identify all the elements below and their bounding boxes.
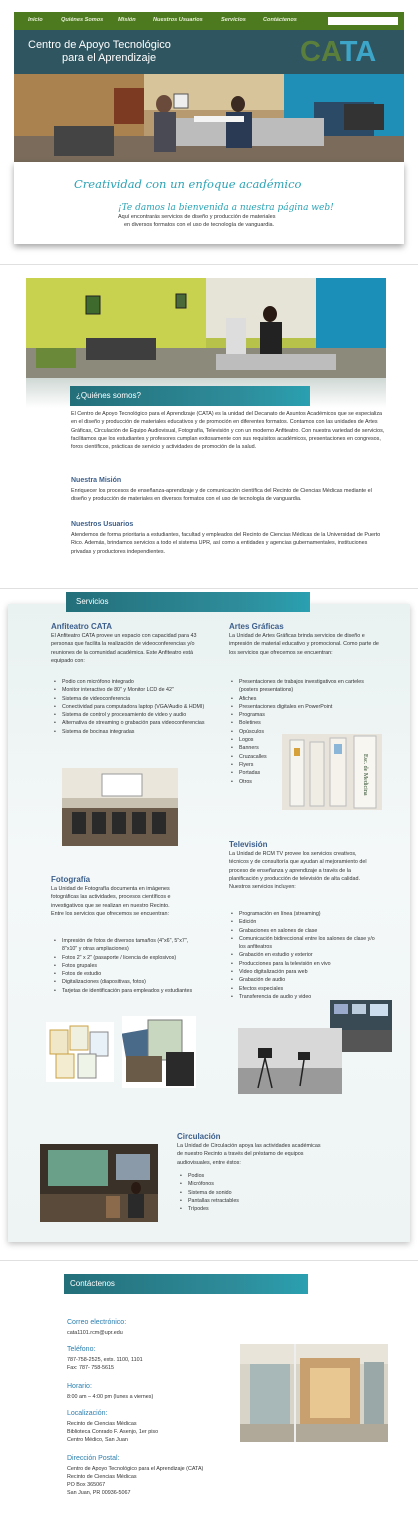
list-item: • Grabación en estudio y exterior	[231, 951, 381, 959]
about-section	[24, 276, 392, 572]
circulacion-body: La Unidad de Circulación apoya las actividades académicas de nuestro Recinto a través del préstamo de equipos audiovisuales, entre éstos:	[177, 1143, 321, 1166]
services-heading-bar	[66, 592, 310, 612]
services-section	[8, 597, 410, 1242]
anfiteatro-photo	[62, 768, 178, 846]
list-item: • Monitor interactivo de 80" y Monitor LCD de 42"	[54, 686, 214, 694]
divider	[0, 264, 418, 265]
welcome-line2: en diversos formatos con el uso de tecnología de vanguardia.	[124, 222, 275, 228]
postal-line4: San Juan, PR 00936-5067	[67, 1490, 131, 1496]
tagline: Creatividad con un enfoque académico	[74, 177, 302, 191]
circulacion-photo	[40, 1144, 158, 1222]
fax-value: Fax: 787- 758-5615	[67, 1365, 115, 1371]
list-item: • Producciones para la televisión en vivo	[231, 960, 381, 968]
list-item: • Digitalizaciones (diapositivas, fotos)	[54, 978, 204, 986]
list-item: • Tarjetas de identificación para empleados y estudiantes	[54, 987, 204, 995]
email-label: Correo electrónico:	[67, 1319, 127, 1326]
list-item: • Transferencia de audio y video	[231, 993, 381, 1001]
list-item: • Portadas	[231, 769, 381, 777]
divider	[0, 1260, 418, 1261]
list-item: • Sistema de bocinas integradas	[54, 728, 214, 736]
list-item: • Grabación de audio	[231, 976, 381, 984]
television-body: La Unidad de RCM TV provee los servicios creativos, técnicos y de consultoría que ayudan al mejoramiento del proceso de enseñanza y aprendizaje a través de la planificación y producción de televisión de alta calidad. Nuestros servicios incluyen:	[229, 851, 367, 891]
list-item: • Logos	[231, 736, 381, 744]
nav-item-servicios[interactable]: Servicios	[221, 17, 246, 23]
welcome-line1: Aquí encontrarás servicios de diseño y producción de materiales	[118, 214, 276, 220]
site-header	[14, 30, 404, 74]
anfiteatro-list	[54, 678, 214, 736]
anfiteatro-body: El Anfiteatro CATA provee un espacio con capacidad para 43 personas que facilita la realización de videoconferencias y/o reuniones de la comunidad académica. Este Anfiteatro está equipado con:	[51, 633, 197, 664]
list-item: • Flyers	[231, 761, 381, 769]
postal-line2: Recinto de Ciencias Médicas	[67, 1474, 137, 1480]
list-item: • Video digitalización para web	[231, 968, 381, 976]
divider	[0, 588, 418, 589]
postal-line1: Centro de Apoyo Tecnológico para el Aprendizaje (CATA)	[67, 1466, 204, 1472]
list-item: • Grabaciones en salones de clase	[231, 927, 381, 935]
mission-body: Enriquecer los procesos de enseñanza-aprendizaje y de comunicación científica del Recinto de Ciencias Médicas mediante el diseño y producción de materiales en diversos formatos con el uso de tecnología de vanguardia.	[71, 488, 372, 503]
list-item: • Micrófonos	[180, 1180, 300, 1188]
list-item: • Fotos 2" x 2" (pasaporte / licencia de explosivos)	[54, 954, 204, 962]
hero-photo	[14, 74, 404, 162]
fotografia-title: Fotografía	[51, 875, 91, 884]
welcome-card	[14, 162, 404, 244]
list-item: • Banners	[231, 744, 381, 752]
list-item: • Conectividad para computadora laptop (VGA/Audio & HDMI)	[54, 703, 214, 711]
list-item: • Sistema de videoconferencia	[54, 695, 214, 703]
list-item: • Sistema de sonido	[180, 1189, 300, 1197]
list-item: • Otros	[231, 778, 381, 786]
list-item: • Impresión de fotos de diversos tamaños (4"x6", 5"x7", 8"x10" y otras ampliaciones)	[54, 937, 204, 954]
contact-heading: Contáctenos	[70, 1279, 115, 1288]
list-item: • Boletines	[231, 719, 381, 727]
location-line1: Recinto de Ciencias Médicas	[67, 1421, 137, 1427]
location-line2: Biblioteca Conrado F. Asenjo, 1er piso	[67, 1429, 159, 1435]
fotografia-body: La Unidad de Fotografía documenta en imágenes fotográficas las actividades, procesos científicos e investigativos que se realizan en nuestro Recinto. Entre los servicios que ofrecemos se encuentran:	[51, 886, 171, 917]
nav-item-inicio[interactable]: Inicio	[28, 17, 43, 23]
list-item: • Cruzacalles	[231, 753, 381, 761]
building-photo	[240, 1344, 388, 1442]
list-item: • Efectos especiales	[231, 985, 381, 993]
hours-value: 8:00 am – 4:00 pm (lunes a viernes)	[67, 1394, 154, 1400]
location-line3: Centro Médico, San Juan	[67, 1437, 128, 1443]
mission-heading: Nuestra Misión	[71, 477, 122, 484]
email-value[interactable]: cata1101.rcm@upr.edu	[67, 1330, 123, 1336]
header-title-line2: para el Aprendizaje	[62, 52, 157, 64]
list-item: • Podio con micrófono integrado	[54, 678, 214, 686]
television-title: Televisión	[229, 840, 268, 849]
header-title-line1: Centro de Apoyo Tecnológico	[28, 39, 171, 51]
list-item: • Edición	[231, 918, 381, 926]
list-item: • Pantallas retractables	[180, 1197, 300, 1205]
artes-banner-text: Esc. de Medicina	[362, 754, 368, 796]
television-list	[231, 910, 381, 1001]
television-photo-studio	[238, 1028, 342, 1094]
list-item: • Programas	[231, 711, 381, 719]
list-item: • Afiches	[231, 695, 381, 703]
artes-title: Artes Gráficas	[229, 622, 284, 631]
users-heading: Nuestros Usuarios	[71, 521, 134, 528]
welcome-title: ¡Te damos la bienvenida a nuestra página web!	[118, 203, 334, 213]
anfiteatro-title: Anfiteatro CATA	[51, 622, 113, 631]
postal-label: Dirección Postal:	[67, 1455, 120, 1462]
top-nav	[14, 12, 404, 30]
list-item: • Sistema de control y procesamiento de video y audio	[54, 711, 214, 719]
phone-value: 787-758-2525, exts. 1100, 1101	[67, 1357, 143, 1363]
phone-label: Teléfono:	[67, 1346, 96, 1353]
nav-item-mision[interactable]: Misión	[118, 17, 136, 23]
nav-item-quienes-somos[interactable]: Quiénes Somos	[61, 17, 104, 23]
office-photo	[26, 278, 386, 378]
location-label: Localización:	[67, 1410, 108, 1417]
list-item: • Podios	[180, 1172, 300, 1180]
fotografia-photo-ids	[46, 1022, 114, 1082]
list-item: • Programación en línea (streaming)	[231, 910, 381, 918]
list-item: • Opúsculos	[231, 728, 381, 736]
about-body: El Centro de Apoyo Tecnológico para el Aprendizaje (CATA) es la unidad del Decanato de Asuntos Académicos que se especializa en el diseño y producción de materiales educativos y de promoción en diferentes formatos. Contamos con las unidades de Artes Gráficas, Circulación de Equipo Audiovisual, Fotografía, Televisión y con un moderno Anfiteatro. Con nuestra variedad de servicios, facilitamos que los estudiantes y profesores cumplan exitosamente con sus requisitos académicos, presentaciones en congresos, foros científicos, prácticas de servicio y actividades de promoción de la salud.	[71, 411, 385, 451]
services-heading: Servicios	[76, 597, 109, 606]
postal-line3: PO Box 365067	[67, 1482, 106, 1488]
search-input[interactable]	[328, 17, 398, 25]
artes-photo	[282, 734, 382, 810]
fotografia-list	[54, 937, 204, 995]
list-item: • Alternativa de streaming o grabación para videoconferencias	[54, 719, 214, 727]
artes-body: La Unidad de Artes Gráficas brinda servicios de diseño e impresión de material educativo y promocional. Como parte de los servicios que ofrecemos se encuentran:	[229, 633, 379, 656]
list-item: • Trípodes	[180, 1205, 300, 1213]
list-item: • Presentaciones digitales en PowerPoint	[231, 703, 381, 711]
users-body: Atendemos de forma prioritaria a estudiantes, facultad y empleados del Recinto de Ciencias Médicas de la Universidad de Puerto Rico. Además, brindamos servicios a todo el sistema UPR, así como a entidades y agencias gubernamentales, instituciones privadas y productores independientes.	[71, 532, 381, 555]
list-item: • Fotos de estudio	[54, 970, 204, 978]
fotografia-photo-prints	[122, 1016, 196, 1088]
circulacion-title: Circulación	[177, 1132, 221, 1141]
nav-item-contactenos[interactable]: Contáctenos	[263, 17, 297, 23]
nav-item-nuestros-usuarios[interactable]: Nuestros Usuarios	[153, 17, 203, 23]
about-heading: ¿Quiénes somos?	[76, 391, 141, 400]
list-item: • Fotos grupales	[54, 962, 204, 970]
about-heading-bar	[70, 386, 310, 406]
circulacion-list	[180, 1172, 300, 1213]
contact-heading-bar	[64, 1274, 308, 1294]
list-item: • Comunicación bidireccional entre los salones de clase y/o los anfiteatros	[231, 935, 381, 952]
hours-label: Horario:	[67, 1383, 92, 1390]
cata-logo[interactable]: CATA	[300, 36, 377, 68]
list-item: • Presentaciones de trabajos investigativos en carteles (posters presentations)	[231, 678, 381, 695]
